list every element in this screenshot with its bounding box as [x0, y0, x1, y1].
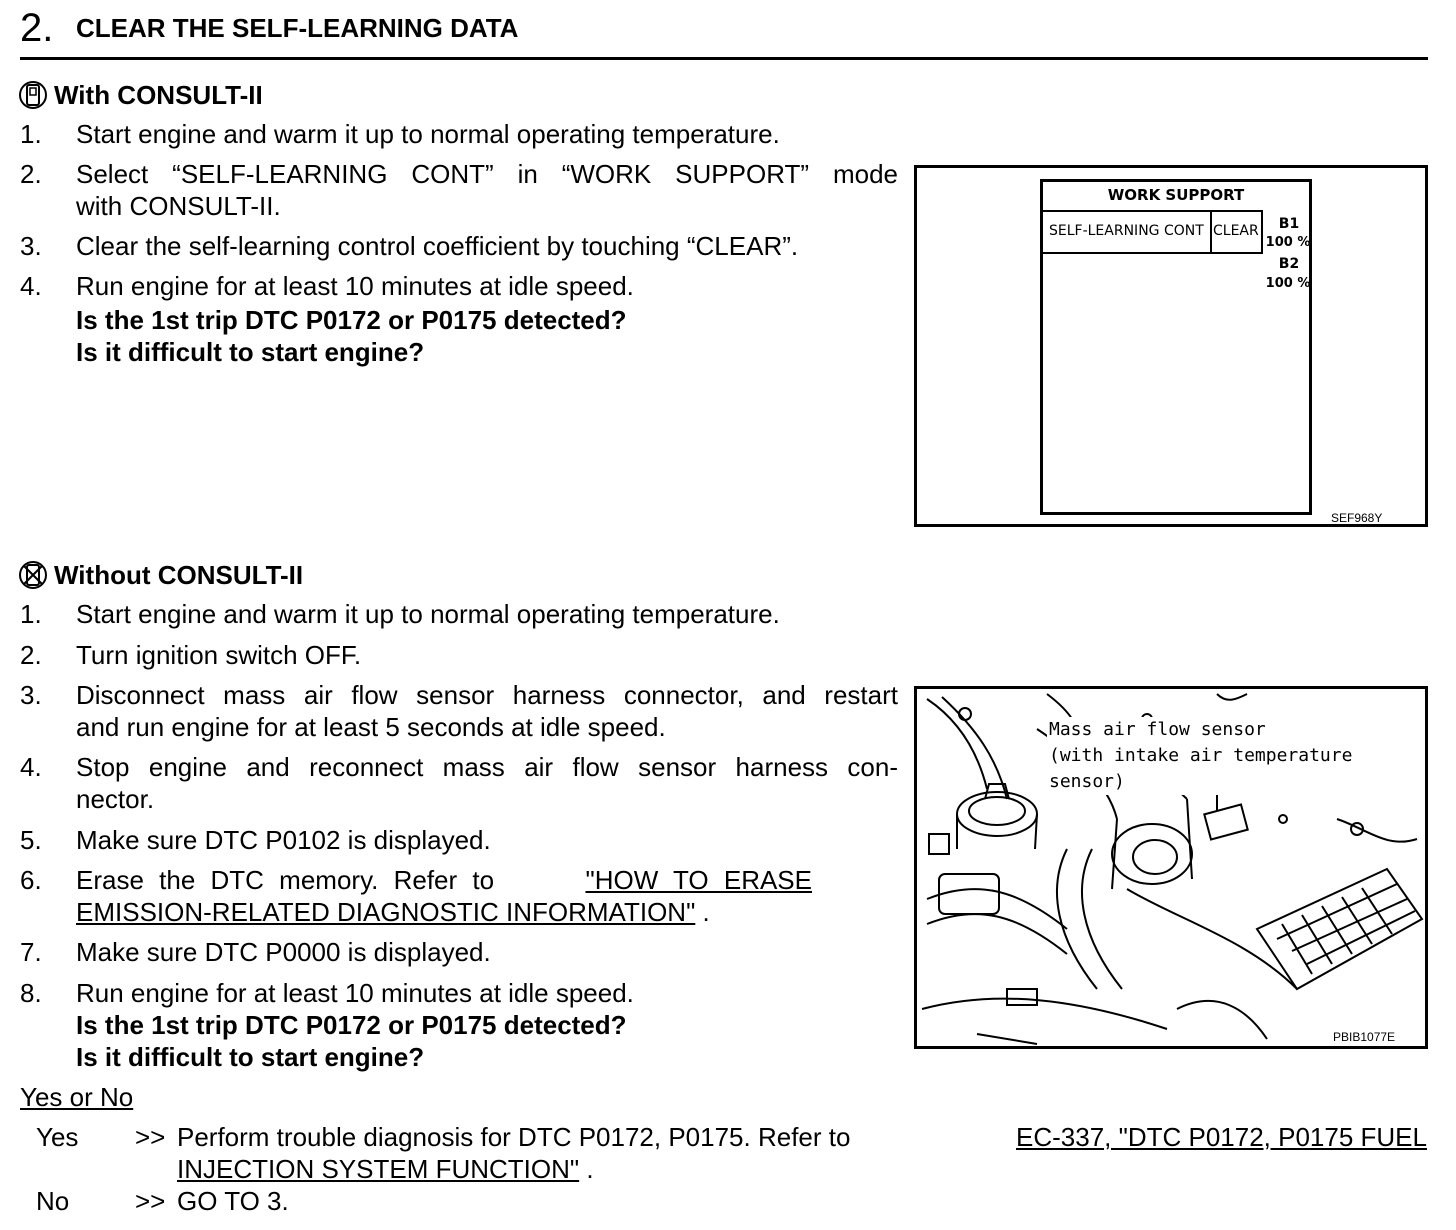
link-suffix: . — [579, 1154, 594, 1184]
without-step-7 — [20, 936, 900, 968]
without-step-1 — [20, 598, 900, 630]
step-num: 8. — [20, 978, 42, 1008]
with-step-3 — [20, 230, 900, 262]
screen-divider — [1210, 210, 1212, 254]
step-num: 2. — [20, 640, 42, 670]
no-label: No — [36, 1186, 70, 1216]
figure-code: PBIB1077E — [1333, 1030, 1396, 1044]
step-title: CLEAR THE SELF-LEARNING DATA — [76, 13, 519, 43]
figure-code: SEF968Y — [1331, 511, 1383, 525]
screen-header: WORK SUPPORT — [1107, 186, 1245, 204]
consult-tester-icon — [18, 80, 48, 110]
ec-337-link-cont[interactable]: INJECTION SYSTEM FUNCTION" — [177, 1154, 580, 1184]
step-num: 3. — [20, 231, 42, 261]
maf-label-line1: Mass air flow sensor — [1049, 719, 1266, 740]
without-step-2 — [20, 639, 900, 671]
without-step-4 — [20, 751, 900, 815]
figure-work-support — [914, 165, 1428, 527]
b2-value: 100 % — [1265, 276, 1311, 291]
maf-label-line2: (with intake air temperature sensor) — [1049, 745, 1353, 792]
erase-dtc-link[interactable]: "HOW TO ERASE — [585, 865, 812, 895]
without-step-3 — [20, 679, 900, 743]
step-num: 1. — [20, 599, 42, 629]
without-step-5 — [20, 824, 900, 856]
step-text-cont: and run engine for at least 5 seconds at idle speed. — [76, 712, 666, 742]
with-consult-heading — [18, 80, 263, 110]
without-consult-heading — [18, 560, 303, 590]
with-step-4 — [20, 270, 900, 370]
no-arrow: >> — [135, 1186, 166, 1216]
step-text: Erase the DTC memory. Refer to — [76, 865, 495, 895]
step-num: 2. — [20, 159, 42, 189]
with-step-2 — [20, 158, 900, 222]
step-number: 2. — [20, 6, 54, 50]
with-consult-heading-text: With CONSULT-II — [54, 80, 263, 110]
b1-value: 100 % — [1265, 235, 1311, 250]
erase-dtc-link-cont[interactable]: EMISSION-RELATED DIAGNOSTIC INFORMATION" — [76, 897, 696, 927]
step-text-line — [76, 864, 812, 896]
without-consult-heading-text: Without CONSULT-II — [54, 560, 304, 590]
step-num: 3. — [20, 680, 42, 710]
yes-text: Perform trouble diagnosis for DTC P0172, P0175. Refer to — [177, 1122, 851, 1152]
step-num: 6. — [20, 865, 42, 895]
self-learning-item: SELF-LEARNING CONT — [1049, 223, 1204, 239]
b1-label: B1 — [1278, 216, 1300, 232]
link-suffix: . — [695, 897, 710, 927]
maf-sensor-label — [1047, 717, 1425, 795]
without-step-6 — [20, 864, 900, 928]
step-text: Make sure DTC P0102 is displayed. — [76, 825, 491, 855]
step-text: Stop engine and reconnect mass air flow sensor harness con- — [76, 752, 898, 782]
step-text: Select “SELF-LEARNING CONT” in “WORK SUPPORT” mode — [76, 159, 898, 189]
step-text-cont: nector. — [76, 784, 155, 814]
yes-label: Yes — [36, 1122, 79, 1152]
question-start: Is it difficult to start engine? — [76, 337, 425, 367]
yes-action-cont — [177, 1153, 594, 1185]
step-text: Start engine and warm it up to normal operating temperature. — [76, 599, 780, 629]
ec-337-link[interactable]: EC-337, "DTC P0172, P0175 FUEL — [1016, 1122, 1427, 1152]
question-dtc: Is the 1st trip DTC P0172 or P0175 detected? — [76, 305, 627, 335]
yes-or-no-heading: Yes or No — [20, 1082, 134, 1112]
figure-maf-sensor — [914, 686, 1428, 1049]
step-text: Start engine and warm it up to normal operating temperature. — [76, 119, 780, 149]
step-num: 1. — [20, 119, 42, 149]
question-start: Is it difficult to start engine? — [76, 1042, 425, 1072]
step-num: 5. — [20, 825, 42, 855]
question-dtc: Is the 1st trip DTC P0172 or P0175 detected? — [76, 1010, 627, 1040]
step-text: Make sure DTC P0000 is displayed. — [76, 937, 491, 967]
step-text: Run engine for at least 10 minutes at idle speed. — [76, 271, 634, 301]
yes-arrow: >> — [135, 1122, 166, 1152]
step-text: Turn ignition switch OFF. — [76, 640, 362, 670]
step-num: 4. — [20, 271, 42, 301]
step-text-cont: with CONSULT-II. — [76, 191, 281, 221]
clear-button[interactable]: CLEAR — [1213, 223, 1259, 239]
step-num: 4. — [20, 752, 42, 782]
step-text: Run engine for at least 10 minutes at idle speed. — [76, 978, 634, 1008]
step-num: 7. — [20, 937, 42, 967]
b2-label: B2 — [1278, 256, 1300, 272]
step-text: Clear the self-learning control coefficient by touching “CLEAR”. — [76, 231, 799, 261]
without-step-8 — [20, 977, 900, 1077]
title-rule — [20, 57, 1428, 60]
with-step-1 — [20, 118, 900, 150]
step-text-cont — [76, 896, 710, 928]
no-action: GO TO 3. — [177, 1186, 289, 1216]
no-consult-tester-icon — [18, 560, 48, 590]
step-text: Disconnect mass air flow sensor harness connector, and restart — [76, 680, 898, 710]
yes-action — [177, 1121, 1427, 1153]
consult-screen — [1040, 179, 1312, 515]
